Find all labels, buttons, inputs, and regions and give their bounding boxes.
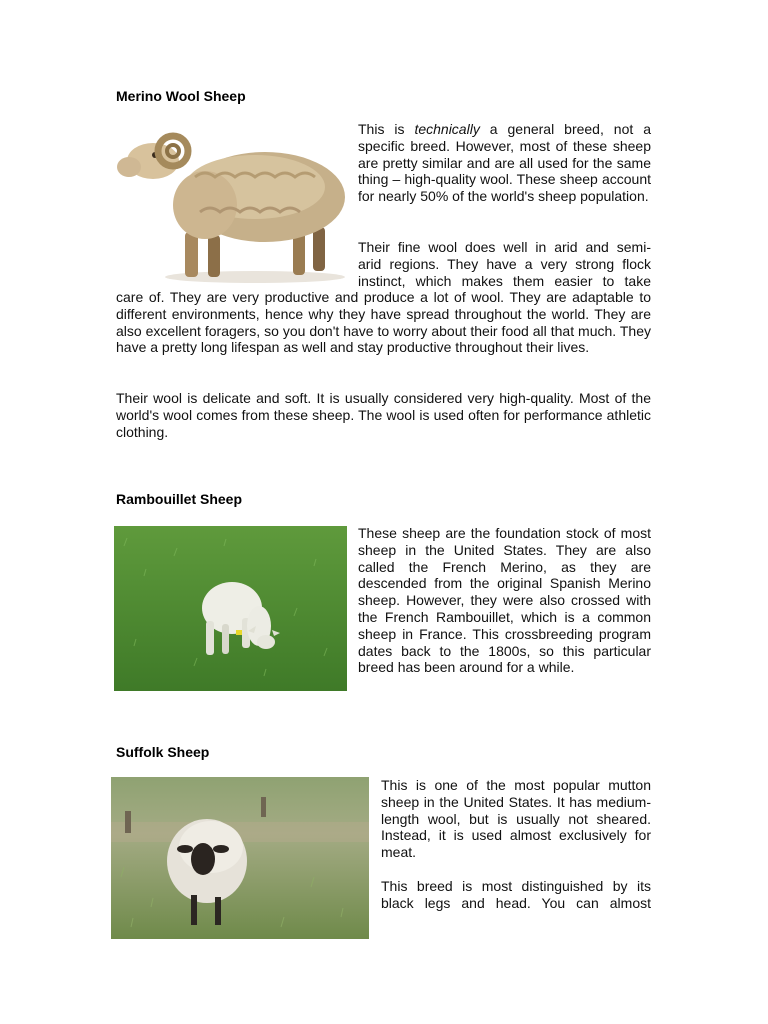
section-heading-merino: Merino Wool Sheep <box>116 88 246 104</box>
merino-paragraph-2-line-2: arid regions. They have a very strong flock <box>358 255 651 272</box>
section-heading-suffolk: Suffolk Sheep <box>116 744 210 760</box>
rambouillet-paragraph-1: These sheep are the foundation stock of most sheep in the United States. They are also called the French Merino, as they are descended from the original Spanish Merino sheep. However, they were also crossed with the French Rambouillet, which is a common sheep in France. This crossbreeding program dates back to the 1800s, so this particular breed has been around for a while. <box>358 525 651 676</box>
merino-paragraph-1 <box>358 121 651 205</box>
suffolk-paragraph-1: This is one of the most popular mutton sheep in the United States. It has medium-length wool, but is usually not sheared. Instead, it is used almost exclusively for meat. <box>381 777 651 861</box>
merino-paragraph-2: care of. They are very productive and produce a lot of wool. They are adaptable to different environments, hence why they have spread throughout the world. They are also excellent foragers, so you don't have to worry about their food all that much. They have a pretty long lifespan as well and stay productive throughout their lives. <box>116 289 651 356</box>
rambouillet-lamb-photo <box>114 526 347 691</box>
suffolk-sheep-photo <box>111 777 369 939</box>
merino-paragraph-1-text-b: a general breed, not a specific breed. However, most of these sheep are pretty similar and are all used for the same thing – high-quality wool. These sheep account for nearly 50% of the world's sheep population. <box>358 121 651 205</box>
merino-paragraph-2-line-1: Their fine wool does well in arid and semi- <box>358 239 651 255</box>
emphasis-technically: technically <box>414 121 480 137</box>
suffolk-paragraph-2: This breed is most distinguished by its black legs and head. You can almost <box>381 878 651 911</box>
merino-paragraph-2-line-3: instinct, which makes them easier to take <box>358 272 651 289</box>
merino-ram-photo <box>115 117 347 287</box>
merino-paragraph-1-text-a: This is <box>358 121 415 137</box>
merino-paragraph-2-wrap <box>358 239 651 289</box>
section-heading-rambouillet: Rambouillet Sheep <box>116 491 243 507</box>
merino-paragraph-3: Their wool is delicate and soft. It is usually considered very high-quality. Most of the world's wool comes from these sheep. The wool is used often for performance athletic clothing. <box>116 390 651 440</box>
